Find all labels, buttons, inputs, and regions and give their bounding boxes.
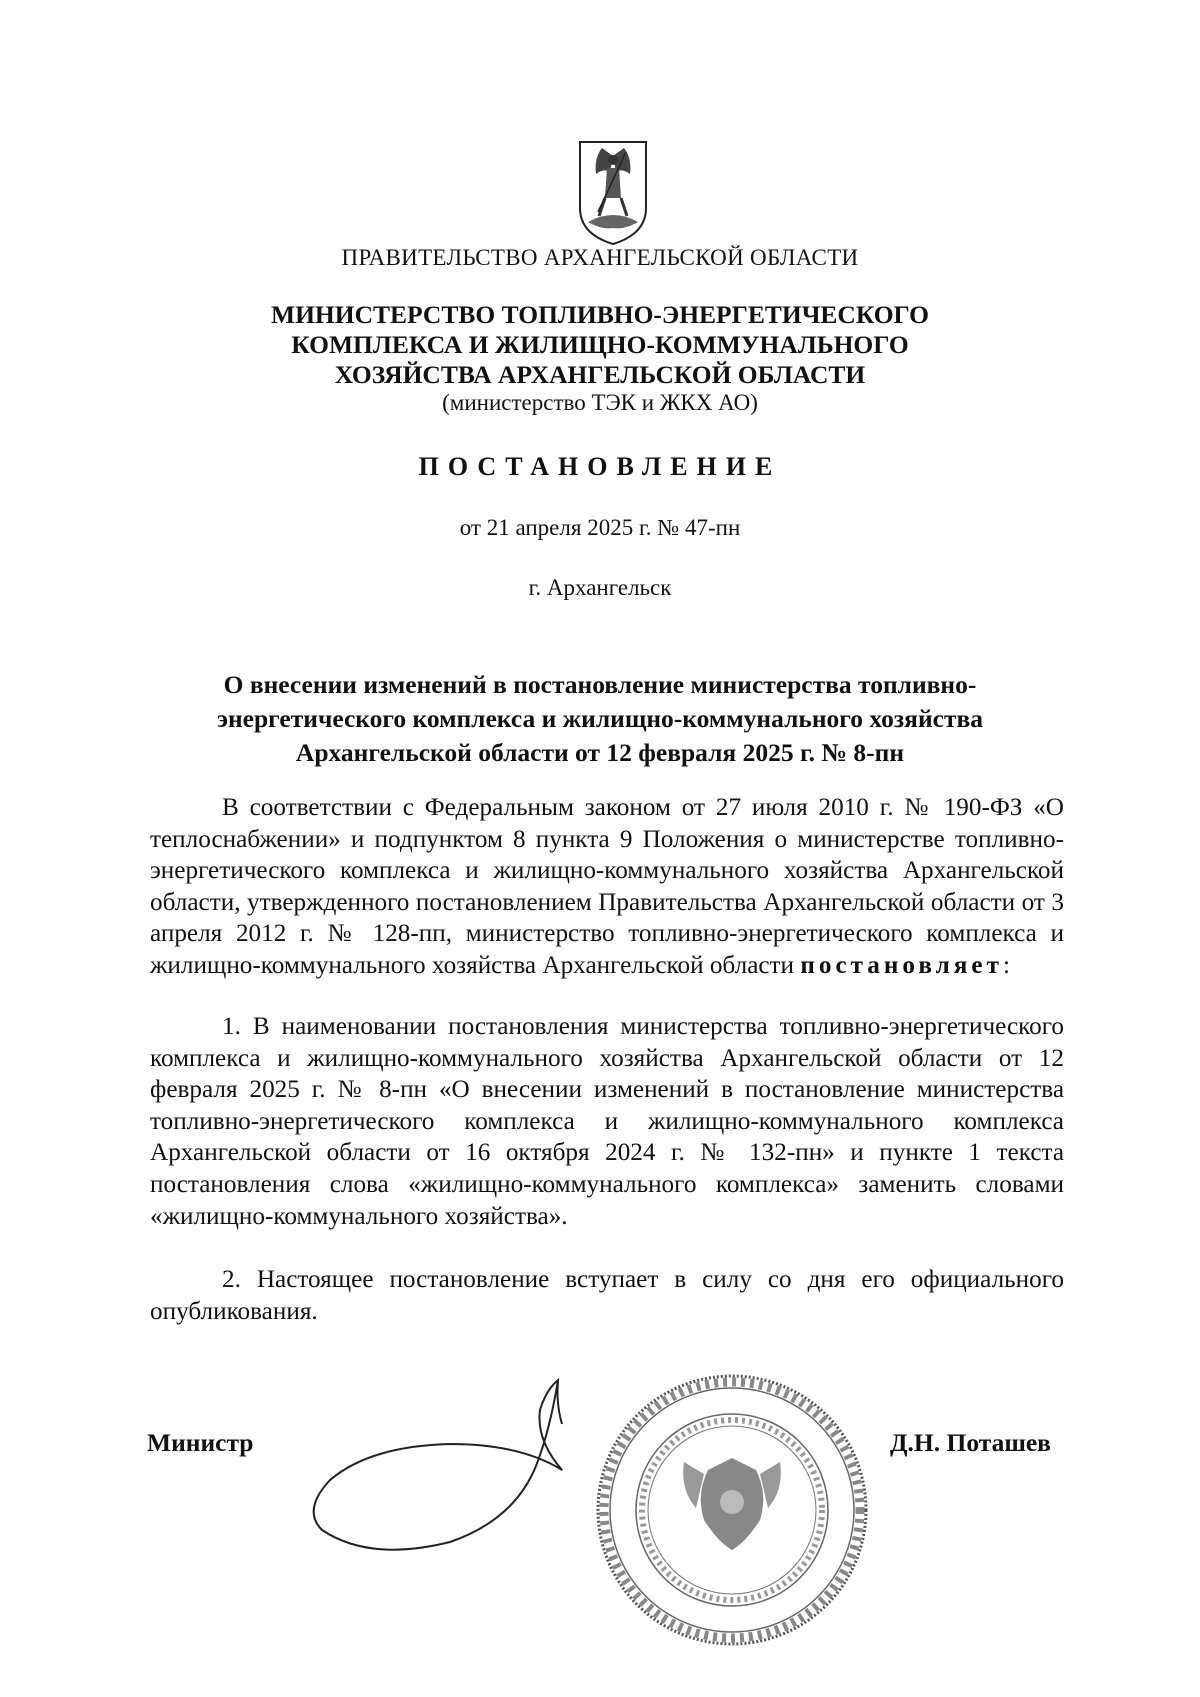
government-title: ПРАВИТЕЛЬСТВО АРХАНГЕЛЬСКОЙ ОБЛАСТИ	[341, 245, 859, 270]
ministry-name-line: КОМПЛЕКСА И ЖИЛИЩНО-КОММУНАЛЬНОГО	[291, 330, 909, 359]
subject-line: Архангельской области от 12 февраля 2025 г. № 8-пн	[295, 738, 905, 767]
handwritten-signature-icon	[300, 1370, 630, 1560]
item-2-text: 2. Настоящее постановление вступает в силу со дня его официального опубликования.	[150, 1266, 1064, 1325]
document-type: ПОСТАНОВЛЕНИЕ	[418, 452, 782, 481]
document-city: г. Архангельск	[528, 575, 672, 600]
ministry-name-line: ХОЗЯЙСТВА АРХАНГЕЛЬСКОЙ ОБЛАСТИ	[334, 360, 866, 389]
preamble-paragraph	[150, 792, 1064, 982]
official-round-seal-icon	[592, 1370, 872, 1650]
subject-line: О внесении изменений в постановление министерства топливно-	[223, 670, 977, 699]
item-1-text: 1. В наименовании постановления министерства топливно-энергетического комплекса и жилищно-коммунального хозяйства Архангельской области от 12 февраля 2025 г. № 8-пн «О внесении изменений в постановление министерства топливно-энергетического комплекса и жилищно-коммунального комплекса Архангельской области от 16 октября 2024 г. № 132-пн» и пункте 1 текста постановления слова «жилищно-коммунального комплекса» заменить словами «жилищно-коммунального хозяйства».	[150, 1013, 1064, 1230]
decrees-word: постановляет	[800, 951, 1003, 979]
coat-of-arms-archangel-icon	[574, 138, 652, 248]
subject-line: энергетического комплекса и жилищно-коммунального хозяйства	[216, 704, 984, 733]
preamble-text: В соответствии с Федеральным законом от 27 июля 2010 г. № 190-ФЗ «О теплоснабжении» и подпунктом 8 пункта 9 Положения о министерстве топливно-энергетического комплекса и жилищно-коммунального хозяйства Архангельской области, утвержденного постановлением Правительства Архангельской области от 3 апреля 2012 г. № 128-пп, министерство топливно-энергетического комплекса и жилищно-коммунального хозяйства Архангельской области	[150, 794, 1064, 979]
decrees-colon: :	[1002, 951, 1010, 979]
ministry-name-line: МИНИСТЕРСТВО ТОПЛИВНО-ЭНЕРГЕТИЧЕСКОГО	[271, 300, 929, 329]
item-1-paragraph	[150, 1011, 1064, 1232]
item-2-paragraph	[150, 1264, 1064, 1327]
ministry-name	[0, 300, 1200, 390]
signer-name: Д.Н. Поташев	[890, 1428, 1051, 1457]
document-date-number: от 21 апреля 2025 г. № 47-пн	[459, 515, 741, 540]
document-subject	[0, 668, 1200, 770]
signer-position: Министр	[147, 1428, 254, 1457]
ministry-short-name: (министерство ТЭК и ЖКХ АО)	[442, 390, 758, 415]
